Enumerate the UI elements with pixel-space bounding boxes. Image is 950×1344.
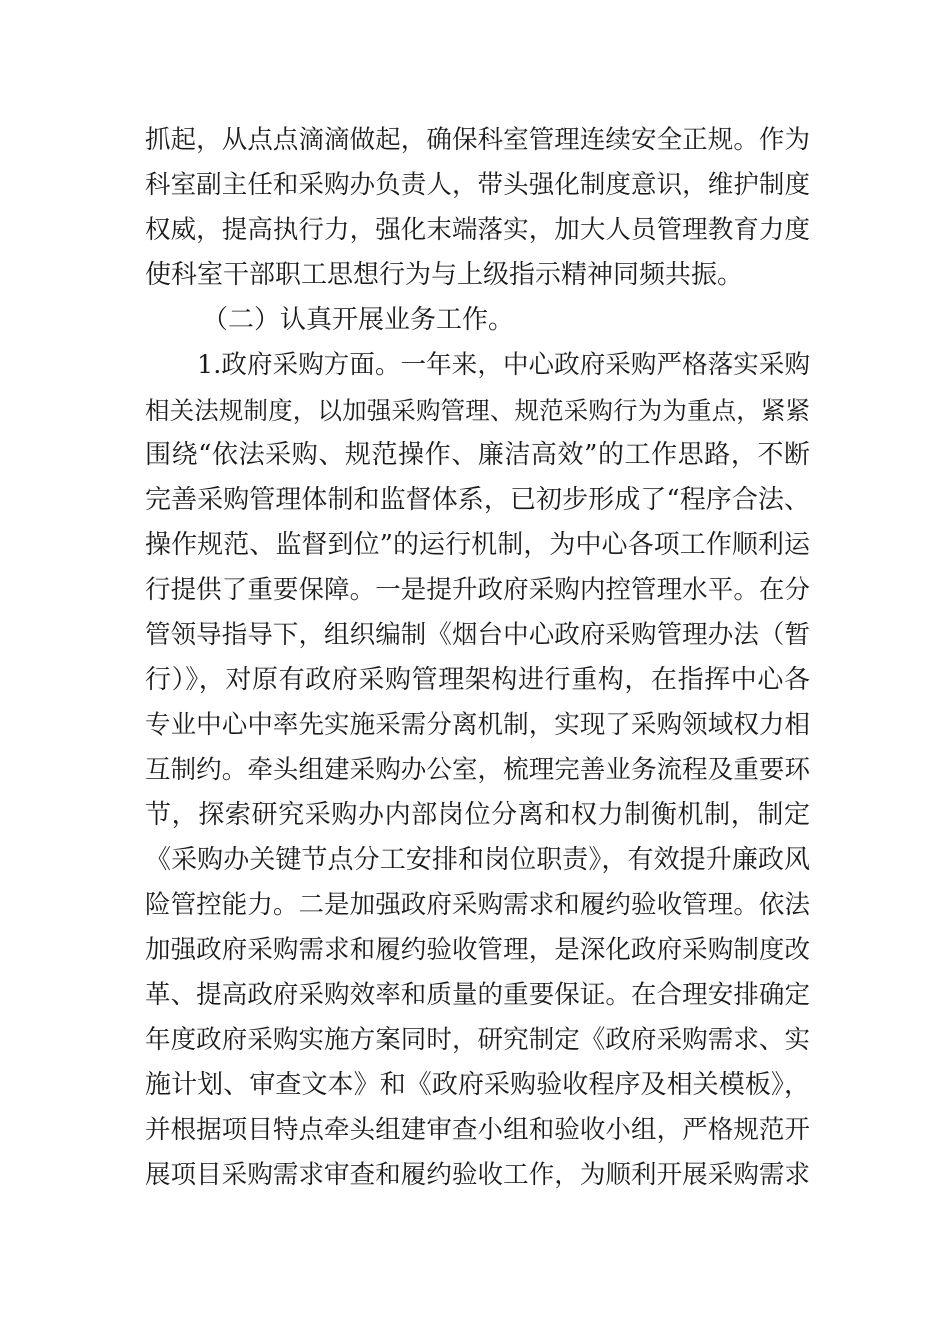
text-line: 专业中心中率先实施采需分离机制，实现了采购领域权力相 [145,710,810,740]
text-line: 展项目采购需求审查和履约验收工作，为顺利开展采购需求 [145,1160,810,1190]
text-line: 险管控能力。二是加强政府采购需求和履约验收管理。依法 [145,890,810,920]
section-heading: （二）认真开展业务工作。 [202,305,515,335]
text-line: 使科室干部职工思想行为与上级指示精神同频共振。 [145,260,744,290]
text-line: 权威，提高执行力，强化末端落实，加大人员管理教育力度 [145,215,810,245]
text-line: 1.政府采购方面。一年来，中心政府采购严格落实采购 [197,350,810,380]
text-line: 操作规范、监督到位”的运行机制，为中心各项工作顺利运 [145,530,810,560]
text-line: 并根据项目特点牵头组建审查小组和验收小组，严格规范开 [145,1115,810,1145]
text-line: 施计划、审查文本》和《政府采购验收程序及相关模板》， [145,1070,810,1100]
text-line: 加强政府采购需求和履约验收管理，是深化政府采购制度改 [145,935,810,965]
text-line: 行提供了重要保障。一是提升政府采购内控管理水平。在分 [145,575,810,605]
text-line: 抓起，从点点滴滴做起，确保科室管理连续安全正规。作为 [145,125,810,155]
text-line: 围绕“依法采购、规范操作、廉洁高效”的工作思路，不断 [145,440,810,470]
document-body [145,118,810,1198]
text-line: 节，探索研究采购办内部岗位分离和权力制衡机制，制定 [145,800,810,830]
text-line: 《采购办关键节点分工安排和岗位职责》，有效提升廉政风 [145,845,810,875]
text-line: 科室副主任和采购办负责人，带头强化制度意识，维护制度 [145,170,810,200]
text-line: 年度政府采购实施方案同时，研究制定《政府采购需求、实 [145,1025,810,1055]
text-line: 相关法规制度，以加强采购管理、规范采购行为为重点，紧紧 [145,396,810,425]
text-line: 行）》，对原有政府采购管理架构进行重构，在指挥中心各 [145,665,810,695]
text-line: 革、提高政府采购效率和质量的重要保证。在合理安排确定 [145,980,810,1010]
text-line: 互制约。牵头组建采购办公室，梳理完善业务流程及重要环 [145,755,810,785]
text-line: 完善采购管理体制和监督体系，已初步形成了“程序合法、 [145,485,810,515]
text-line: 管领导指导下，组织编制《烟台中心政府采购管理办法（暂 [145,620,810,650]
